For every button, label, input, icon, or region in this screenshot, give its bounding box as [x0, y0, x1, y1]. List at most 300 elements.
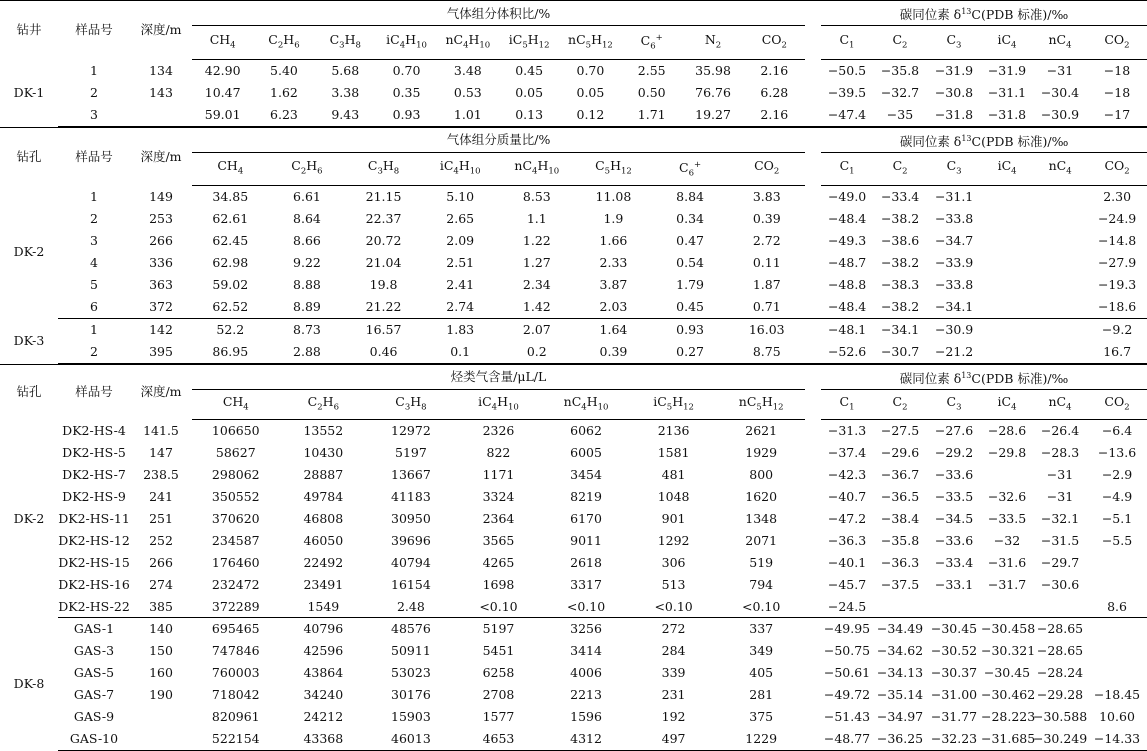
iso-value: −33.1	[934, 576, 974, 592]
comp-value: 8.66	[293, 233, 321, 249]
comp-value: 20.72	[365, 233, 402, 249]
depth-value	[130, 728, 192, 750]
comp-value: 6.61	[293, 189, 321, 205]
comp-value: 5197	[395, 445, 427, 461]
header-iso-nc4: $nC_4$	[1033, 26, 1087, 60]
sample-id: DK2-HS-12	[58, 532, 130, 548]
sample-id: DK2-HS-4	[62, 423, 126, 438]
iso-value: −40.7	[827, 488, 867, 504]
table-row	[0, 442, 1147, 464]
header-well: 钻孔	[0, 364, 58, 420]
iso-value: −31.5	[1040, 532, 1080, 548]
iso-value	[981, 274, 1033, 296]
comp-value: 1.87	[752, 276, 781, 292]
comp-value: 3324	[482, 488, 515, 504]
iso-value: −17	[1087, 104, 1147, 126]
iso-value: −29.7	[1040, 554, 1080, 570]
comp-value: 306	[661, 554, 686, 570]
header-iso-co2: $CO_2$	[1087, 152, 1147, 186]
iso-value: −5.1	[1101, 510, 1133, 526]
iso-value	[927, 596, 981, 618]
comp-value: 1620	[745, 488, 778, 504]
header-comp-c6plus: $C_6^+$	[652, 152, 729, 186]
comp-value: 3.83	[752, 189, 781, 205]
well-name: DK-1	[13, 84, 45, 100]
comp-value: 2.72	[752, 233, 781, 249]
comp-value: 0.34	[676, 211, 704, 227]
depth-value: 336	[149, 255, 173, 271]
comp-value: 10.47	[204, 84, 241, 100]
header-iso-nc4: $nC_4$	[1033, 389, 1087, 420]
comp-value: 53023	[391, 665, 431, 681]
comp-value: 1596	[570, 709, 602, 725]
iso-value: −18.6	[1087, 296, 1147, 318]
iso-value: −31.1	[987, 84, 1027, 100]
comp-value: 59.02	[212, 276, 249, 292]
section-table-dk23	[0, 127, 1147, 364]
iso-value: −18	[1103, 62, 1131, 78]
iso-value: −32.6	[987, 488, 1027, 504]
iso-value: −31	[1046, 62, 1074, 78]
header-iso-c1: $C_1$	[821, 389, 873, 420]
header-comp-nc4h10: $nC_4H_{10}$	[437, 26, 498, 60]
comp-value: 3317	[570, 576, 602, 592]
comp-value: 695465	[211, 621, 260, 637]
header-iso-c1: $C_1$	[821, 152, 873, 186]
iso-value: −50.61	[823, 665, 871, 681]
comp-value: 0.93	[376, 104, 437, 126]
comp-value: 2.03	[575, 296, 652, 318]
comp-value: 46050	[303, 532, 344, 548]
header-comp-ic4h10: $iC_4H_{10}$	[455, 389, 543, 420]
comp-value: 76.76	[695, 84, 731, 100]
comp-value: 2.16	[760, 62, 789, 78]
comp-value: 3454	[570, 467, 602, 483]
comp-value: 337	[749, 621, 774, 637]
well-name: DK-3	[13, 332, 45, 348]
comp-value: 0.35	[392, 84, 421, 100]
comp-value: 43864	[303, 665, 344, 681]
iso-value: −35.14	[876, 687, 924, 703]
iso-value	[981, 341, 1033, 363]
iso-value	[1033, 208, 1087, 230]
iso-value: −6.4	[1101, 423, 1133, 439]
comp-value: 281	[749, 687, 774, 703]
comp-value: 0.13	[498, 104, 559, 126]
table-row	[0, 59, 1147, 81]
comp-value: 24212	[303, 709, 344, 725]
depth-value: 251	[149, 510, 173, 526]
comp-value: 1.01	[437, 104, 498, 126]
comp-value: 40796	[303, 621, 344, 637]
comp-value: 48576	[391, 621, 431, 637]
iso-value: −47.4	[821, 104, 873, 126]
iso-value: −30.321	[981, 643, 1036, 659]
iso-value	[1033, 274, 1087, 296]
comp-value: 0.12	[560, 104, 621, 126]
comp-value: 106650	[211, 423, 260, 439]
comp-value: 0.27	[652, 341, 729, 363]
comp-value: 0.50	[637, 84, 666, 100]
header-iso-title: 碳同位素 $\delta^{13}C(PDB$ 标准)/‰	[821, 127, 1147, 152]
comp-value: 9.43	[315, 104, 376, 126]
comp-value: 1292	[657, 532, 690, 548]
depth-value: 274	[149, 576, 173, 592]
depth-value: 141.5	[143, 423, 179, 438]
comp-value: 372289	[192, 596, 280, 618]
comp-value: 1348	[745, 510, 778, 526]
comp-value: 11.08	[595, 189, 632, 205]
iso-value	[1033, 252, 1087, 274]
header-iso-ic4: $iC_4$	[981, 26, 1033, 60]
iso-value: −37.4	[827, 445, 867, 461]
comp-value: 2.16	[744, 104, 805, 126]
comp-value: 5.68	[331, 62, 360, 78]
comp-value: 8.73	[293, 321, 321, 337]
iso-value: −31.00	[930, 687, 978, 703]
depth-value: 149	[149, 189, 173, 205]
comp-value: 513	[661, 576, 686, 592]
iso-value: −36.3	[880, 554, 920, 570]
comp-value: 1.9	[603, 211, 624, 227]
comp-value: 1.83	[446, 321, 475, 337]
header-iso-c3: $C_3$	[927, 389, 981, 420]
iso-value: −30.588	[1033, 709, 1088, 725]
depth-value: 241	[149, 488, 173, 504]
comp-value: 1698	[482, 576, 515, 592]
iso-value: −31.9	[934, 62, 974, 78]
comp-value: 822	[486, 445, 511, 461]
depth-value: 140	[149, 621, 173, 637]
iso-value: −52.6	[821, 341, 873, 363]
iso-value: −31.1	[934, 189, 974, 205]
depth-value: 363	[149, 276, 173, 292]
comp-value: 1.42	[499, 296, 576, 318]
iso-value: −27.5	[880, 423, 920, 439]
sample-id: 1	[90, 189, 98, 205]
comp-value: 6005	[570, 445, 602, 461]
comp-value: 3.87	[599, 276, 628, 292]
comp-value: 718042	[211, 687, 260, 703]
header-comp-nc5h12: $nC_5H_{12}$	[717, 389, 805, 420]
header-iso-nc4: $nC_4$	[1033, 152, 1087, 186]
depth-value: 253	[149, 211, 173, 227]
sample-id: GAS-3	[73, 643, 115, 659]
table-row	[0, 208, 1147, 230]
depth-value: 266	[149, 554, 173, 570]
comp-value: 39696	[391, 532, 431, 548]
comp-value: 747846	[211, 643, 260, 659]
header-comp-ic5h12: $iC_5H_{12}$	[498, 26, 559, 60]
sample-id: GAS-7	[73, 687, 115, 703]
header-iso-co2: $CO_2$	[1087, 389, 1147, 420]
iso-value: 10.60	[1099, 709, 1135, 725]
table-row	[0, 530, 1147, 552]
sample-id: 6	[58, 296, 130, 318]
header-iso-c2: $C_2$	[873, 389, 927, 420]
depth-value: 142	[149, 321, 173, 337]
comp-value: 0.11	[752, 255, 781, 271]
header-well: 钻井	[0, 1, 58, 60]
iso-value: −49.0	[827, 189, 867, 205]
comp-value: 0.70	[576, 62, 605, 78]
header-well: 钻孔	[0, 127, 58, 186]
comp-value: <0.10	[542, 596, 630, 618]
header-group-title: 气体组分质量比/%	[192, 127, 805, 152]
header-comp-co2: $CO_2$	[728, 152, 805, 186]
comp-value: 1171	[482, 467, 515, 483]
iso-value: −30.458	[981, 621, 1036, 637]
comp-value: 34.85	[212, 189, 249, 205]
comp-value: 6062	[570, 423, 602, 439]
comp-value: 0.45	[515, 62, 544, 78]
iso-value: −38.2	[880, 255, 920, 271]
header-iso-title: 碳同位素 $\delta^{13}C(PDB$ 标准)/‰	[821, 364, 1147, 389]
depth-value: 143	[149, 84, 173, 100]
comp-value: <0.10	[455, 596, 543, 618]
comp-value: 22492	[303, 554, 344, 570]
iso-value: −33.4	[880, 189, 920, 205]
comp-value: 1.22	[522, 233, 551, 249]
sample-id: 1	[90, 62, 98, 78]
iso-value	[873, 596, 927, 618]
comp-value: 52.2	[216, 321, 245, 337]
header-comp-ch4: $CH_4$	[192, 389, 280, 420]
header-sample: 样品号	[58, 364, 130, 420]
comp-value: 176460	[211, 554, 260, 570]
iso-value: −50.5	[827, 62, 867, 78]
comp-value: 0.2	[499, 341, 576, 363]
sample-id: GAS-10	[58, 728, 130, 750]
sample-id: DK2-HS-9	[62, 488, 126, 504]
table-row	[0, 104, 1147, 126]
table-row	[0, 230, 1147, 252]
table-row	[0, 662, 1147, 684]
iso-value	[1087, 662, 1147, 684]
table-row	[0, 341, 1147, 363]
comp-value: <0.10	[717, 596, 805, 618]
comp-value: 16.57	[365, 321, 402, 337]
header-iso-title: 碳同位素 $\delta^{13}C(PDB$ 标准)/‰	[821, 1, 1147, 26]
comp-value: 375	[749, 709, 774, 725]
comp-value: 0.54	[676, 255, 704, 271]
iso-value: −31.9	[987, 62, 1027, 78]
header-comp-nc4h10: $nC_4H_{10}$	[542, 389, 630, 420]
comp-value: 0.39	[752, 211, 781, 227]
iso-value: −31.7	[987, 576, 1027, 592]
comp-value: 4312	[542, 728, 630, 750]
sample-id: GAS-1	[73, 621, 115, 637]
comp-value: 1581	[657, 445, 690, 461]
depth-value: 385	[130, 596, 192, 618]
comp-value: 21.22	[345, 296, 422, 318]
depth-value: 252	[149, 532, 173, 548]
iso-value: −13.6	[1097, 445, 1137, 461]
sample-id: 2	[90, 84, 98, 100]
iso-value: −30.45	[930, 621, 978, 637]
header-iso-ic4: $iC_4$	[981, 389, 1033, 420]
iso-value: −30.7	[873, 341, 927, 363]
iso-value: −36.5	[880, 488, 920, 504]
iso-value: −49.3	[827, 233, 867, 249]
comp-value: 4265	[482, 554, 515, 570]
iso-value: −39.5	[827, 84, 867, 100]
comp-value: 800	[749, 467, 774, 483]
comp-value: 16154	[391, 576, 431, 592]
sample-id: 5	[90, 276, 98, 292]
iso-value: −50.75	[823, 643, 871, 659]
comp-value: 22.37	[365, 211, 402, 227]
comp-value: 34240	[303, 687, 344, 703]
iso-value: −31.77	[930, 709, 978, 725]
comp-value: 1.27	[522, 255, 551, 271]
comp-value: 1229	[717, 728, 805, 750]
iso-value	[981, 208, 1033, 230]
iso-value: −30.8	[934, 84, 974, 100]
iso-value: −32.7	[880, 84, 920, 100]
header-comp-c2h6: $C_2H_6$	[253, 26, 314, 60]
iso-value	[1033, 596, 1087, 618]
comp-value: 5197	[482, 621, 515, 637]
iso-value: −4.9	[1101, 488, 1133, 504]
comp-value: 0.93	[676, 321, 704, 337]
iso-value: −30.45	[983, 665, 1031, 681]
depth-value: 160	[149, 665, 173, 681]
comp-value: 46013	[367, 728, 455, 750]
depth-value	[130, 706, 192, 728]
iso-value: −45.7	[827, 576, 867, 592]
iso-value: −48.4	[821, 296, 873, 318]
comp-value: 40794	[391, 554, 431, 570]
header-comp-c3h8: $C_3H_8$	[345, 152, 422, 186]
comp-value: 3565	[482, 532, 515, 548]
depth-value: 372	[130, 296, 192, 318]
sample-id: GAS-5	[73, 665, 115, 681]
comp-value: 2071	[745, 532, 778, 548]
iso-value: −38.2	[880, 211, 920, 227]
comp-value: 10430	[303, 445, 344, 461]
header-depth: 深度/m	[130, 127, 192, 186]
table-row	[0, 552, 1147, 574]
comp-value: 50911	[391, 643, 431, 659]
comp-value: 62.45	[212, 233, 249, 249]
header-comp-c2h6: $C_2H_6$	[280, 389, 368, 420]
iso-value: −38.2	[873, 296, 927, 318]
iso-value: −31.685	[981, 728, 1033, 750]
comp-value: 2618	[570, 554, 602, 570]
iso-value: −34.1	[880, 321, 920, 337]
comp-value: 8.88	[293, 276, 321, 292]
depth-value: 147	[149, 445, 173, 461]
iso-value: −30.249	[1033, 728, 1087, 750]
comp-value: 2621	[745, 423, 778, 439]
comp-value: 1.64	[599, 321, 628, 337]
iso-value	[1033, 230, 1087, 252]
comp-value: 2.74	[422, 296, 499, 318]
comp-value: 2364	[482, 510, 515, 526]
iso-value: −32.23	[927, 728, 981, 750]
header-iso-co2: $CO_2$	[1087, 26, 1147, 60]
comp-value: 481	[661, 467, 686, 483]
table-row	[0, 706, 1147, 728]
comp-value: 30950	[391, 510, 431, 526]
iso-value: −34.7	[934, 233, 974, 249]
iso-value: −5.5	[1101, 532, 1133, 548]
header-group-title: 烃类气含量/μL/L	[192, 364, 805, 389]
iso-value: −38.4	[880, 510, 920, 526]
comp-value: 231	[661, 687, 686, 703]
iso-value: −18	[1103, 84, 1131, 100]
iso-value: −32	[993, 532, 1021, 548]
sample-id: 2	[90, 211, 98, 227]
comp-value: 28887	[303, 467, 344, 483]
comp-value: 8219	[570, 488, 602, 504]
header-iso-c3: $C_3$	[927, 26, 981, 60]
header-iso-c1: $C_1$	[821, 26, 873, 60]
comp-value: 59.01	[192, 104, 253, 126]
comp-value: 6170	[570, 510, 602, 526]
comp-value: 497	[630, 728, 718, 750]
iso-value	[981, 186, 1033, 208]
comp-value: 12972	[391, 423, 431, 439]
comp-value: 901	[661, 510, 686, 526]
iso-value: −35.8	[880, 532, 920, 548]
iso-value: −35	[873, 104, 927, 126]
comp-value: 43368	[280, 728, 368, 750]
comp-value: 4006	[570, 665, 602, 681]
iso-value	[1033, 296, 1087, 318]
sample-id: 3	[90, 233, 98, 249]
comp-value: 1.79	[676, 276, 704, 292]
sample-id: DK2-HS-16	[58, 576, 130, 592]
comp-value: 2326	[482, 423, 515, 439]
comp-value: 6.28	[760, 84, 789, 100]
sample-id: DK2-HS-7	[62, 467, 126, 483]
comp-value: 2.51	[446, 255, 475, 271]
iso-value: −49.72	[823, 687, 871, 703]
iso-value: −48.77	[821, 728, 873, 750]
sample-id: 1	[90, 321, 98, 337]
iso-value	[981, 230, 1033, 252]
iso-value: −26.4	[1040, 423, 1080, 439]
iso-value: −31	[1046, 488, 1074, 504]
comp-value: 339	[661, 665, 686, 681]
comp-value: 0.05	[515, 84, 544, 100]
iso-value: −29.2	[934, 445, 974, 461]
comp-value: 1.66	[599, 233, 628, 249]
header-comp-ch4: $CH_4$	[192, 26, 253, 60]
table-row	[0, 684, 1147, 706]
iso-value: −29.6	[880, 445, 920, 461]
iso-value: −29.8	[987, 445, 1027, 461]
comp-value: 6.23	[253, 104, 314, 126]
iso-value: −30.37	[930, 665, 978, 681]
depth-value: 190	[149, 687, 173, 703]
header-iso-c3: $C_3$	[927, 152, 981, 186]
comp-value: 3256	[570, 621, 602, 637]
comp-value: 522154	[192, 728, 280, 750]
comp-value: 8.84	[676, 189, 704, 205]
iso-value: −18.45	[1093, 687, 1141, 703]
comp-value: 8.53	[522, 189, 551, 205]
iso-value: −37.5	[880, 576, 920, 592]
iso-value: −27.6	[934, 423, 974, 439]
iso-value: −29.28	[1036, 687, 1084, 703]
iso-value: −28.3	[1040, 445, 1080, 461]
iso-value: −30.9	[934, 321, 974, 337]
table-row	[0, 728, 1147, 750]
iso-value: −38.6	[880, 233, 920, 249]
